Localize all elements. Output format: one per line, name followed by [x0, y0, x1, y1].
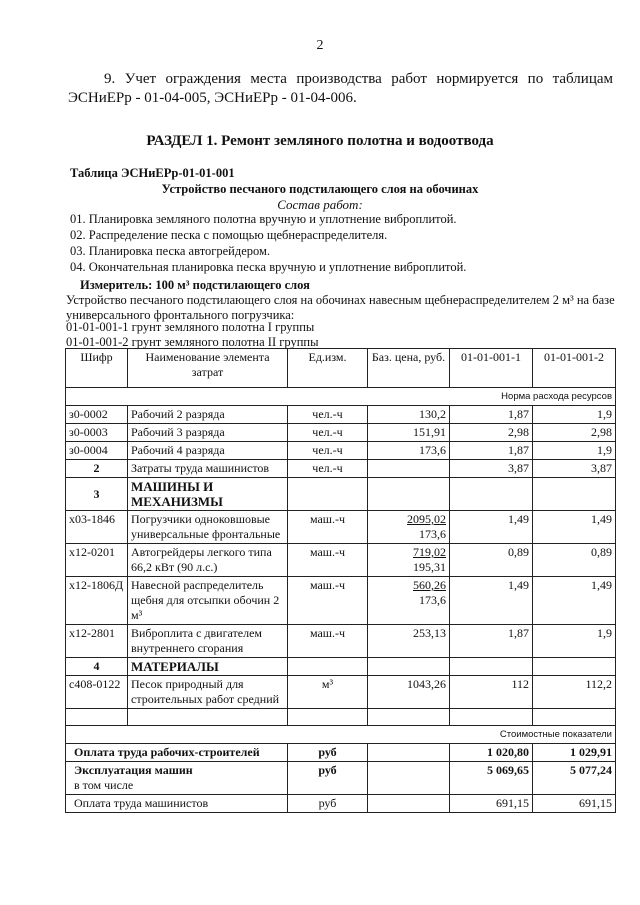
- empty-cell: [450, 478, 533, 511]
- materials-group-row: [66, 658, 616, 676]
- price-base: 560,26: [413, 578, 446, 592]
- header-name: Наименование элемента затрат: [128, 349, 288, 388]
- cell-price: [368, 460, 450, 478]
- cell-price: 151,91: [368, 424, 450, 442]
- cell-name: Виброплита с двигателем внутреннего сгорания: [128, 625, 288, 658]
- variant-item: 01-01-001-1 грунт земляного полотна I группы: [66, 320, 315, 334]
- price-labor: 173,6: [419, 527, 446, 541]
- cell-price: [368, 511, 450, 544]
- cell-price: 253,13: [368, 625, 450, 658]
- cell-v2: 0,89: [533, 544, 616, 577]
- incl-label: в том числе: [74, 778, 134, 792]
- cell-v1: 1,87: [450, 406, 533, 424]
- empty-cell: [533, 658, 616, 676]
- cell-price: 173,6: [368, 442, 450, 460]
- price-base: 2095,02: [407, 512, 446, 526]
- table-row: [66, 406, 616, 424]
- total-v2: 691,15: [533, 795, 616, 813]
- empty-cell: [450, 658, 533, 676]
- cell-name: Затраты труда машинистов: [128, 460, 288, 478]
- total-v1: 1 020,80: [450, 744, 533, 762]
- cell-price: [368, 544, 450, 577]
- table-row: [66, 424, 616, 442]
- cell-code: х03-1846: [66, 511, 128, 544]
- cell-v1: 0,89: [450, 544, 533, 577]
- cost-label-row: [66, 726, 616, 744]
- cell-code: с408-0122: [66, 676, 128, 709]
- cell-name: Рабочий 3 разряда: [128, 424, 288, 442]
- cell-code: х12-1806Д: [66, 577, 128, 625]
- cell-name: Погрузчики одноковшовые универсальные фронтальные: [128, 511, 288, 544]
- cell-unit: чел.-ч: [288, 442, 368, 460]
- cell-v2: 1,9: [533, 406, 616, 424]
- total-row: [66, 762, 616, 795]
- operator-pay-row: [66, 795, 616, 813]
- group-code: 3: [66, 478, 128, 511]
- measure-unit: Измеритель: 100 м³ подстилающего слоя: [80, 278, 310, 292]
- total-name: Оплата труда машинистов: [66, 795, 288, 813]
- price-labor: 173,6: [419, 593, 446, 607]
- header-price: Баз. цена, руб.: [368, 349, 450, 388]
- cell-v1: 1,87: [450, 442, 533, 460]
- cell-unit: чел.-ч: [288, 424, 368, 442]
- price-labor: 195,31: [413, 560, 446, 574]
- cell-v1: 1,87: [450, 625, 533, 658]
- operators-row: [66, 460, 616, 478]
- cell-v2: 1,49: [533, 511, 616, 544]
- cell-v1: 3,87: [450, 460, 533, 478]
- norm-label-row: [66, 388, 616, 406]
- empty-cell: [533, 478, 616, 511]
- cell-code: з0-0003: [66, 424, 128, 442]
- empty-cell: [533, 709, 616, 726]
- cell-unit: чел.-ч: [288, 406, 368, 424]
- table-row: [66, 442, 616, 460]
- empty-cell: [368, 658, 450, 676]
- variant-item: 01-01-001-2 грунт земляного полотна II группы: [66, 335, 319, 349]
- empty-cell: [368, 709, 450, 726]
- cell-v2: 112,2: [533, 676, 616, 709]
- table-title: Устройство песчаного подстилающего слоя на обочинах: [161, 182, 479, 196]
- cell-v2: 1,9: [533, 442, 616, 460]
- table-row: [66, 625, 616, 658]
- empty-cell: [450, 709, 533, 726]
- cell-code: з0-0004: [66, 442, 128, 460]
- total-v1: 5 069,65: [450, 762, 533, 795]
- page-number: 2: [316, 38, 324, 53]
- header-code: Шифр: [66, 349, 128, 388]
- spacer-row: [66, 709, 616, 726]
- paragraph-9: 9. Учет ограждения места производства работ нормируется по таблицам ЭСНиЕРр - 01-04-005, ЭСНиЕРр - 01-04-006.: [68, 71, 613, 106]
- empty-cell: [288, 478, 368, 511]
- group-code: 4: [66, 658, 128, 676]
- empty-cell: [368, 795, 450, 813]
- empty-cell: [66, 709, 128, 726]
- resource-table: [65, 348, 616, 813]
- cell-code: х12-0201: [66, 544, 128, 577]
- cell-v1: 2,98: [450, 424, 533, 442]
- cell-unit: маш.-ч: [288, 625, 368, 658]
- cell-v1: 1,49: [450, 511, 533, 544]
- operation-item: 01. Планировка земляного полотна вручную и уплотнение виброплитой.: [70, 212, 457, 226]
- header-unit: Ед.изм.: [288, 349, 368, 388]
- table-row: [66, 577, 616, 625]
- cell-code: х12-2801: [66, 625, 128, 658]
- cell-v2: 1,49: [533, 577, 616, 625]
- cell-unit: маш.-ч: [288, 544, 368, 577]
- cost-label: Стоимостные показатели: [66, 726, 616, 744]
- section-title: РАЗДЕЛ 1. Ремонт земляного полотна и водоотвода: [146, 133, 494, 149]
- total-v2: 5 077,24: [533, 762, 616, 795]
- cell-v2: 1,9: [533, 625, 616, 658]
- total-name: Оплата труда рабочих-строителей: [66, 744, 288, 762]
- header-variant-1: 01-01-001-1: [450, 349, 533, 388]
- group-name: МАТЕРИАЛЫ: [128, 658, 288, 676]
- table-row: [66, 676, 616, 709]
- cell-name: Рабочий 4 разряда: [128, 442, 288, 460]
- cell-name: Автогрейдеры легкого типа 66,2 кВт (90 л.с.): [128, 544, 288, 577]
- table-row: [66, 544, 616, 577]
- cell-unit: маш.-ч: [288, 511, 368, 544]
- total-row: [66, 744, 616, 762]
- cell-v1: 112: [450, 676, 533, 709]
- price-base: 719,02: [413, 545, 446, 559]
- table-code: Таблица ЭСНиЕРр-01-01-001: [70, 166, 235, 180]
- operation-item: 04. Окончательная планировка песка вручную и уплотнение виброплитой.: [70, 260, 467, 274]
- total-unit: руб: [288, 795, 368, 813]
- composition-title: Состав работ:: [277, 197, 363, 212]
- empty-cell: [368, 478, 450, 511]
- cell-unit: чел.-ч: [288, 460, 368, 478]
- cell-code: 2: [66, 460, 128, 478]
- empty-cell: [288, 709, 368, 726]
- cell-price: 1043,26: [368, 676, 450, 709]
- total-name: [66, 762, 288, 795]
- total-unit: руб: [288, 762, 368, 795]
- machines-group-row: [66, 478, 616, 511]
- cell-price: [368, 577, 450, 625]
- cell-unit: маш.-ч: [288, 577, 368, 625]
- norm-label: Норма расхода ресурсов: [66, 388, 616, 406]
- cell-code: з0-0002: [66, 406, 128, 424]
- empty-cell: [128, 709, 288, 726]
- cell-v1: 1,49: [450, 577, 533, 625]
- total-unit: руб: [288, 744, 368, 762]
- total-name-text: Эксплуатация машин: [74, 763, 193, 777]
- header-variant-2: 01-01-001-2: [533, 349, 616, 388]
- operation-item: 02. Распределение песка с помощью щебнераспределителя.: [70, 228, 388, 242]
- table-row: [66, 511, 616, 544]
- empty-cell: [368, 744, 450, 762]
- operation-item: 03. Планировка песка автогрейдером.: [70, 244, 271, 258]
- empty-cell: [288, 658, 368, 676]
- table-header: [66, 349, 616, 388]
- cell-name: Песок природный для строительных работ средний: [128, 676, 288, 709]
- work-description: Устройство песчаного подстилающего слоя на обочинах навесным щебнераспределителем 2 м³ на базе универсального фронтального погрузчика:: [66, 293, 615, 322]
- empty-cell: [368, 762, 450, 795]
- cell-v2: 3,87: [533, 460, 616, 478]
- cell-price: 130,2: [368, 406, 450, 424]
- total-v2: 1 029,91: [533, 744, 616, 762]
- cell-v2: 2,98: [533, 424, 616, 442]
- cell-name: Рабочий 2 разряда: [128, 406, 288, 424]
- cell-unit: м³: [288, 676, 368, 709]
- cell-name: Навесной распределитель щебня для отсыпки обочин 2 м³: [128, 577, 288, 625]
- group-name: МАШИНЫ И МЕХАНИЗМЫ: [128, 478, 288, 511]
- total-v1: 691,15: [450, 795, 533, 813]
